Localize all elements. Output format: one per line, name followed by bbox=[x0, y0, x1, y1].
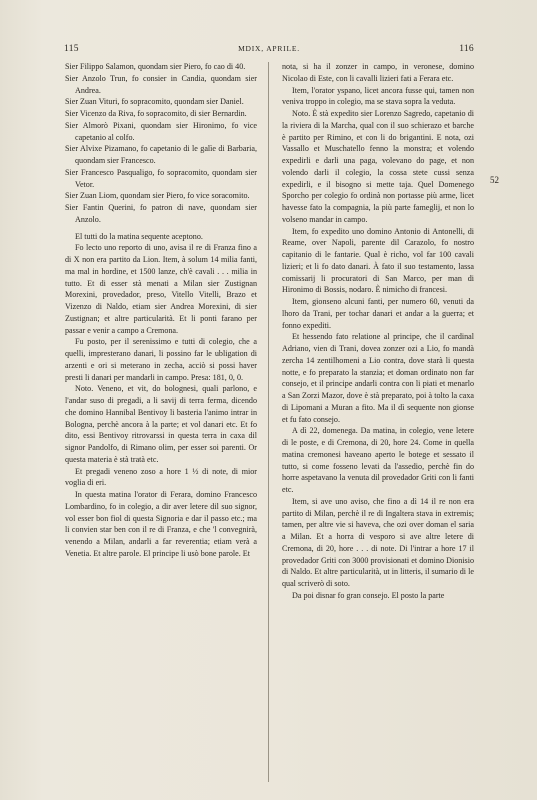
page-number-right: 116 bbox=[459, 44, 474, 54]
left-column-paragraph: Sier Filippo Salamon, quondam sier Piero, fo cao di 40. bbox=[65, 62, 246, 71]
left-column-paragraph: Noto. Veneno, et vit, do bolognesi, quali parlono, e l'andar suso di pregadi, a li savij di terra ferma, dicendo che domino Hannibal Bentivoy li basteria l'animo intrar in Bologna, perchè ancora à la parte; et vol danari etc. Et fo dito, essi Bentivoy ritrovarssi in questa terra in caxa dil signor Pandolfo, di Rimano olim, per esser soi parenti. Or questa materia è stà tratà etc. bbox=[65, 384, 257, 464]
right-column-paragraph: Item, fo expedito uno domino Antonio di Antonelli, di Reame, over Napoli, parente dil Carazolo, fo nostro capitanio di le fantarie. Qual è richo, vol far 100 cavali lizieri; et li fo dato danari. À fato il suo testamento, lassa comissarij li procuratori di San Marco, per man di Hironimo di Bossis, nodaro. È nimicho di francesi. bbox=[282, 226, 474, 295]
left-column-paragraph: Fo lecto uno reporto di uno, avisa il re di Franza fino a di X non era partito da Lion. Item, à solum 14 milia fanti, ma mal in hordine, et 1500 lanze, ch'è cavali . . . milia in tutto. Et di esser stà menati a Milan sier Zustignan Morexini, provedador, preso, Vitello Vitelli, Brazo et Vizenzo di Naldo, etiam sier Andrea Morexini, di sier Zustignan; et altre particularità. Et li ponti farano per passar e venir a campo a Cremona. bbox=[65, 243, 257, 335]
right-column-paragraph: Noto. È stà expedito sier Lorenzo Sagredo, capetanio di la riviera di la Marcha, qual con il suo schierazo et barche è partito per Rimino, et con li do brigantini. E nota, ozi Vassallo et Muschatello fenno la monstra; et volendo expedirli e darli una paga, volevano do page, et non volendo darli il colegio, la cossa stete cussi senza expedirli, e il bisogno si mette taja. Quel Domenego Sporcho per colegio fo ordinà non portasse più arme, licet havesse fato la compagnia, la più parte fameglij, et non lo volseno mandar in campo. bbox=[282, 109, 474, 224]
left-column-paragraph: Sier Almorò Pixani, quondam sier Hironimo, fo vice capetanio al colfo. bbox=[65, 120, 257, 142]
right-column-paragraph: Item, si ave uno aviso, che fino a dì 14 il re non era partito di Milan, perchè il re di Ingaltera stava in extremis; tamen, per altre vie si haveva, che ozi over doman el saria a Milan. Et a horra di vesporo si ave altre letere di Cremona, di 20, hore . . . di note. Di l'intrar a hore 17 il provedador Griti con 3000 provisionati et domino Dionisio di Naldo. Et altre particularità, ut in litteris, il sumario di le qual scriverò di soto. bbox=[282, 496, 474, 588]
left-column-paragraph: Et pregadi veneno zoso a hore 1 ½ di note, di mior voglia di eri. bbox=[65, 466, 257, 488]
right-column-paragraph: nota, si ha il zonzer in campo, in veronese, domino Nicolao di Este, con li cavalli lizieri fati a Ferara etc. bbox=[282, 62, 474, 83]
left-column bbox=[65, 61, 257, 560]
running-header bbox=[64, 44, 474, 58]
column-divider bbox=[268, 62, 269, 782]
left-column-paragraph: Sier Anzolo Trun, fo consier in Candia, quondam sier Andrea. bbox=[65, 73, 257, 95]
right-column-paragraph: Item, gionseno alcuni fanti, per numero 60, venuti da lhoro da Trani, per tochar danari et andar a la guerra; et fonno expediti. bbox=[282, 297, 474, 330]
left-column-paragraph: Sier Francesco Pasqualigo, fo sopracomito, quondam sier Vetor. bbox=[65, 167, 257, 189]
left-column-paragraph: El tutti do la matina sequente aceptono. bbox=[75, 231, 203, 241]
right-column-paragraph: Item, l'orator yspano, licet ancora fusse qui, tamen non veniva troppo in colegio, ma se stava sopra la veduta. bbox=[282, 85, 474, 107]
left-column-paragraph: Sier Alvixe Pizamano, fo capetanio di le galìe di Barbaria, quondam sier Francesco. bbox=[65, 144, 257, 165]
left-column-paragraph: Sier Zuan Liom, quondam sier Piero, fo vice soracomito. bbox=[65, 191, 250, 201]
page-number-left: 115 bbox=[64, 44, 79, 54]
right-column bbox=[282, 61, 474, 602]
right-column-paragraph: Da poi disnar fo gran consejo. El posto la parte bbox=[292, 590, 445, 600]
left-column-paragraph: Sier Vicenzo da Riva, fo sopracomito, di sier Bernardin. bbox=[65, 109, 247, 118]
margin-number: 52 bbox=[490, 175, 499, 185]
left-column-paragraph: Sier Fantin Querini, fo patron di nave, quondam sier Anzolo. bbox=[65, 203, 257, 224]
left-column-paragraph: In questa matina l'orator di Ferara, domino Francesco Lombardino, fo in colegio, a dir aver letere dil suo signor, vol esser bon fiol di questa Signoria e dar il passo etc.; ma li convien star ben con il re di Franza, e che 'l convegnirà, venendo a Milan, andarli a far reverentia; etiam verà a Venetia. Et altre parole. El principe li usò bone parole. Et bbox=[65, 490, 257, 558]
running-title: MDIX, APRILE. bbox=[238, 44, 300, 53]
right-column-paragraph: A dì 22, domenega. Da matina, in colegio, vene letere di le poste, e di Cremona, di 20, hore 24. Come in quella matina cremonesi haveano aperto le botege et sessato il tutto, si come fosseno levati da l'assedio, perchè fin do horre aspetavano la venuta dil provedador Griti con li fanti etc. bbox=[282, 426, 474, 494]
left-column-paragraph: Sier Zuan Vituri, fo sopracomito, quondam sier Daniel. bbox=[65, 97, 244, 107]
right-column-paragraph: Et hessendo fato relatione al principe, che il cardinal Adriano, vien di Trani, dovea zonzer ozi a Lio, fo mandà zercha 14 zentilhomeni a Lio contra, dove starà li questa notte, e fo preparato la stanzia; et doman ordinato non far consejo, et il principe andarli contra con li piati et menarlo a San Zorzi Mazor, dove è stà preparato, poi à tolto la caxa di Lipomani a Muran a fito. Ma il dì sequente non gionse et fu fato consejo. bbox=[282, 332, 474, 424]
left-column-paragraph: Fu posto, per il serenissimo e tutti di colegio, che a quelli, impresterano danari, li possino far le ubligation di arzenti e ori si meterano in zecha, acciò si possi haver presti li danari per mandarli in campo. Presa: 181, 0, 0. bbox=[65, 337, 257, 382]
